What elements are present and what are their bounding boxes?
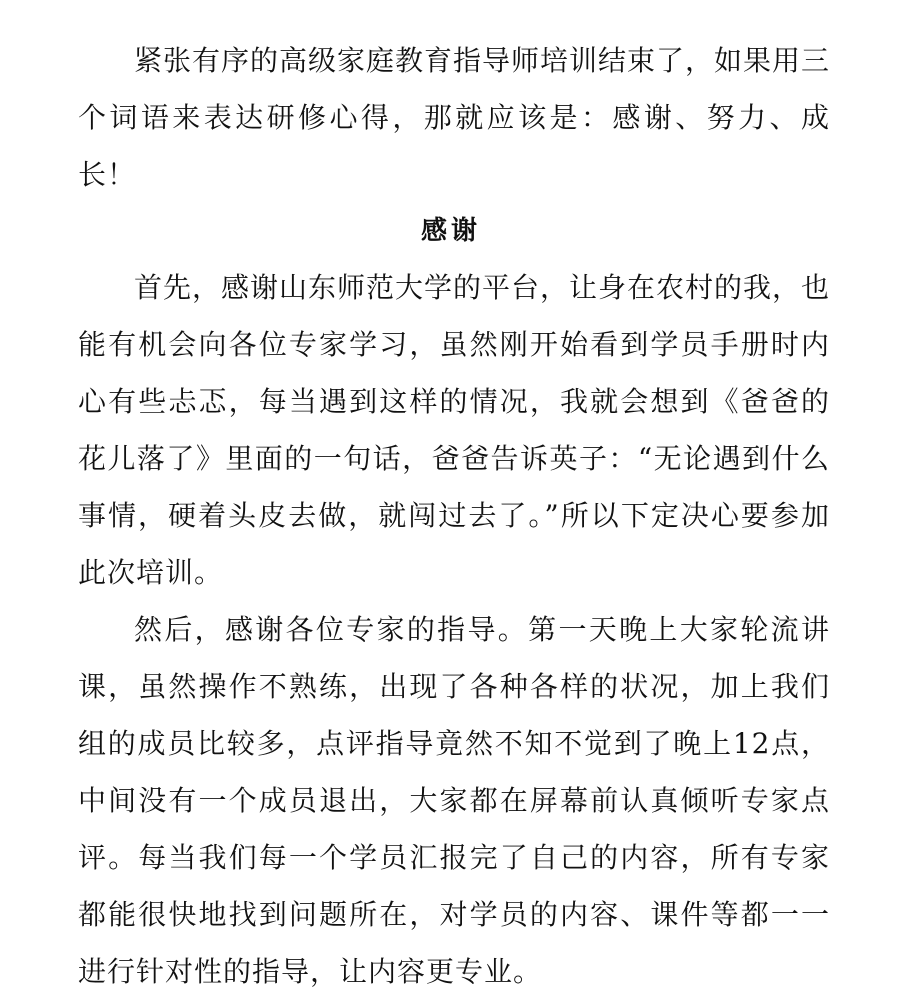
document-page xyxy=(78,32,830,1000)
paragraph-1: 首先，感谢山东师范大学的平台，让身在农村的我，也能有机会向各位专家学习，虽然刚开始看到学员手册时内心有些忐忑，每当遇到这样的情况，我就会想到《爸爸的花儿落了》里面的一句话，爸爸告诉英子：“无论遇到什么事情，硬着头皮去做，就闯过去了。”所以下定决心要参加此次培训。 xyxy=(78,271,831,589)
paragraph-2: 然后，感谢各位专家的指导。第一天晚上大家轮流讲课，虽然操作不熟练，出现了各种各样的状况，加上我们组的成员比较多，点评指导竟然不知不觉到了晚上12点，中间没有一个成员退出，大家都在屏幕前认真倾听专家点评。每当我们每一个学员汇报完了自己的内容，所有专家都能很快地找到问题所在，对学员的内容、课件等都一一进行针对性的指导，让内容更专业。 xyxy=(78,613,830,988)
intro-paragraph: 紧张有序的高级家庭教育指导师培训结束了，如果用三个词语来表达研修心得，那就应该是：感谢、努力、成长！ xyxy=(78,44,831,191)
section-title: 感谢 xyxy=(420,216,481,246)
